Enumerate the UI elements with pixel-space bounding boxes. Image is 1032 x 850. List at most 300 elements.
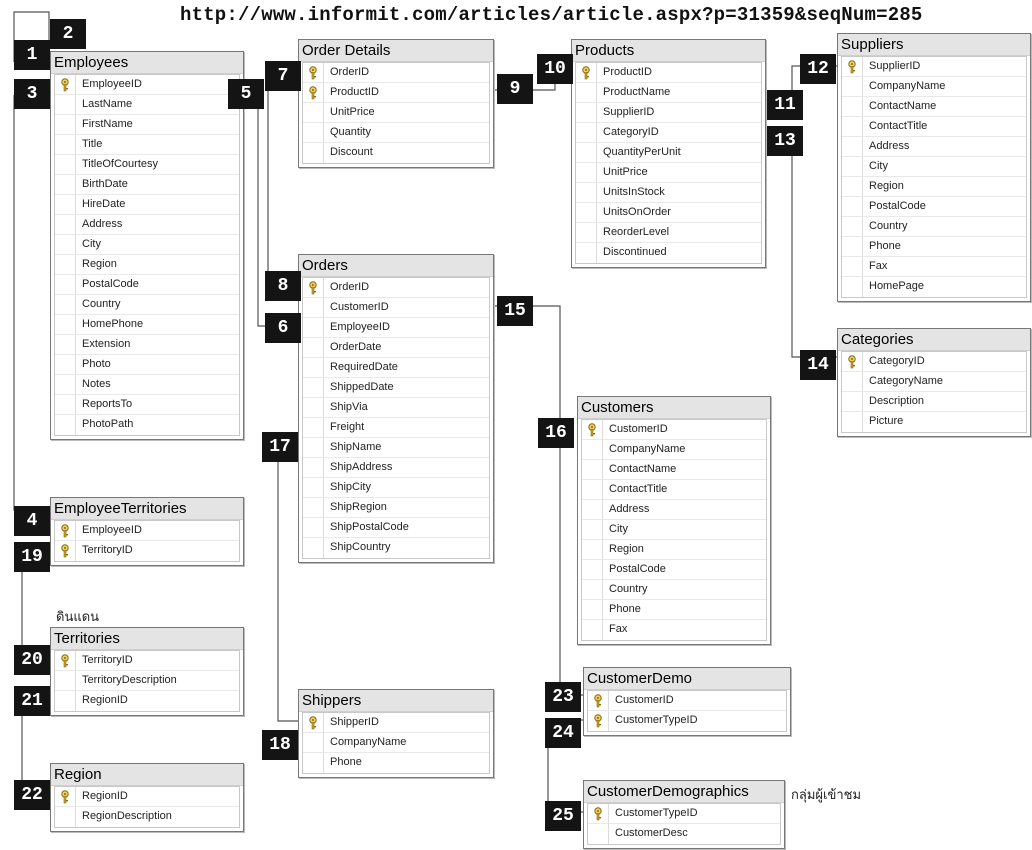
note-customer-demographics: กลุ่มผู้เข้าชม <box>791 788 862 803</box>
badge-6: 6 <box>265 313 301 343</box>
row-selector <box>55 255 76 274</box>
row-selector <box>55 155 76 174</box>
badge-19: 19 <box>14 542 50 572</box>
field-row[interactable] <box>842 257 1026 277</box>
primary-key-icon <box>55 75 76 94</box>
table-title: Orders <box>299 255 493 277</box>
field-name: CategoryName <box>869 375 943 387</box>
field-name: City <box>82 238 101 250</box>
field-list <box>575 62 762 264</box>
field-name: UnitPrice <box>603 166 648 178</box>
field-row[interactable] <box>842 412 1026 432</box>
field-name: ReportsTo <box>82 398 133 410</box>
row-selector <box>588 824 609 844</box>
badge-2: 2 <box>50 19 86 49</box>
row-selector <box>303 358 324 377</box>
field-name: ProductName <box>603 86 671 98</box>
row-selector <box>303 123 324 142</box>
primary-key-icon <box>55 541 76 561</box>
field-row[interactable] <box>588 691 786 711</box>
row-selector <box>303 298 324 317</box>
table-title: Products <box>572 40 765 62</box>
field-name: Title <box>82 138 103 150</box>
field-row[interactable] <box>576 183 761 203</box>
field-row[interactable] <box>582 460 766 480</box>
table-categories[interactable] <box>837 328 1031 437</box>
badge-4: 4 <box>14 506 50 536</box>
field-name: EmployeeID <box>330 321 390 333</box>
field-name: BirthDate <box>82 178 128 190</box>
row-selector <box>303 318 324 337</box>
field-row[interactable] <box>55 415 239 435</box>
field-name: Freight <box>330 421 365 433</box>
field-row[interactable] <box>582 580 766 600</box>
field-name: TerritoryDescription <box>82 674 177 686</box>
field-row[interactable] <box>582 600 766 620</box>
field-name: EmployeeID <box>82 78 142 90</box>
row-selector <box>55 235 76 254</box>
table-title: Region <box>51 764 243 786</box>
field-name: ShipRegion <box>330 501 387 513</box>
field-name: CustomerID <box>609 423 668 435</box>
note-territories: ดินแดน <box>56 610 100 625</box>
row-selector <box>582 440 603 459</box>
field-row[interactable] <box>55 691 239 711</box>
field-row[interactable] <box>303 378 489 398</box>
field-name: ShipAddress <box>330 461 393 473</box>
badge-20: 20 <box>14 645 50 675</box>
field-list <box>581 419 767 641</box>
field-name: CompanyName <box>869 80 946 92</box>
field-row[interactable] <box>303 298 489 318</box>
badge-15: 15 <box>497 296 533 326</box>
field-row[interactable] <box>842 237 1026 257</box>
field-name: OrderID <box>330 281 370 293</box>
field-name: PostalCode <box>609 563 666 575</box>
badge-12: 12 <box>800 54 836 84</box>
field-row[interactable] <box>576 63 761 83</box>
field-row[interactable] <box>582 620 766 640</box>
badge-9: 9 <box>497 74 533 104</box>
row-selector <box>842 197 863 216</box>
field-name: ReorderLevel <box>603 226 670 238</box>
field-row[interactable] <box>582 540 766 560</box>
field-row[interactable] <box>576 143 761 163</box>
table-order-details[interactable] <box>298 39 494 168</box>
row-selector <box>303 103 324 122</box>
field-name: SupplierID <box>869 60 921 72</box>
row-selector <box>55 95 76 114</box>
row-selector <box>576 123 597 142</box>
primary-key-icon <box>303 713 324 732</box>
field-name: City <box>869 160 888 172</box>
field-row[interactable] <box>303 418 489 438</box>
field-name: FirstName <box>82 118 133 130</box>
row-selector <box>55 275 76 294</box>
field-name: Region <box>609 543 644 555</box>
primary-key-icon <box>588 804 609 823</box>
field-row[interactable] <box>842 217 1026 237</box>
table-orders[interactable] <box>298 254 494 563</box>
field-row[interactable] <box>55 135 239 155</box>
row-selector <box>576 223 597 242</box>
field-row[interactable] <box>55 335 239 355</box>
badge-5: 5 <box>228 79 264 109</box>
row-selector <box>582 460 603 479</box>
row-selector <box>55 415 76 435</box>
row-selector <box>55 215 76 234</box>
row-selector <box>303 733 324 752</box>
field-row[interactable] <box>303 458 489 478</box>
field-name: Discontinued <box>603 246 667 258</box>
field-name: Region <box>82 258 117 270</box>
field-name: Quantity <box>330 126 371 138</box>
table-suppliers[interactable] <box>837 33 1031 302</box>
field-name: PostalCode <box>82 278 139 290</box>
url-text: http://www.informit.com/articles/article.aspx?p=31359&seqNum=285 <box>180 4 923 26</box>
row-selector <box>303 143 324 163</box>
field-name: HomePage <box>869 280 925 292</box>
row-selector <box>55 691 76 711</box>
field-name: TerritoryID <box>82 544 133 556</box>
field-name: Phone <box>330 756 362 768</box>
table-employees[interactable] <box>50 51 244 440</box>
field-row[interactable] <box>842 157 1026 177</box>
row-selector <box>55 115 76 134</box>
row-selector <box>303 518 324 537</box>
field-row[interactable] <box>303 278 489 298</box>
field-row[interactable] <box>303 123 489 143</box>
row-selector <box>576 203 597 222</box>
row-selector <box>582 620 603 640</box>
field-row[interactable] <box>55 255 239 275</box>
field-row[interactable] <box>842 137 1026 157</box>
field-list <box>302 712 490 774</box>
field-row[interactable] <box>576 83 761 103</box>
row-selector <box>842 392 863 411</box>
field-name: ShipCountry <box>330 541 391 553</box>
row-selector <box>303 378 324 397</box>
table-title: CustomerDemographics <box>584 781 784 803</box>
row-selector <box>576 243 597 263</box>
row-selector <box>582 580 603 599</box>
row-selector <box>842 77 863 96</box>
field-row[interactable] <box>55 395 239 415</box>
rel-orders-orderdetails <box>268 70 298 285</box>
row-selector <box>303 418 324 437</box>
field-name: HireDate <box>82 198 126 210</box>
badge-24: 24 <box>545 718 581 748</box>
field-row[interactable] <box>582 420 766 440</box>
row-selector <box>582 540 603 559</box>
row-selector <box>582 520 603 539</box>
field-row[interactable] <box>842 57 1026 77</box>
field-row[interactable] <box>576 203 761 223</box>
rel-orders-shippers <box>278 445 298 721</box>
field-row[interactable] <box>55 235 239 255</box>
field-name: Discount <box>330 146 373 158</box>
field-row[interactable] <box>303 518 489 538</box>
row-selector <box>303 438 324 457</box>
field-name: Description <box>869 395 925 407</box>
row-selector <box>303 398 324 417</box>
field-row[interactable] <box>55 807 239 827</box>
field-row[interactable] <box>303 83 489 103</box>
field-row[interactable] <box>582 480 766 500</box>
row-selector <box>842 412 863 432</box>
row-selector <box>55 175 76 194</box>
badge-11: 11 <box>767 90 803 120</box>
field-row[interactable] <box>55 651 239 671</box>
field-row[interactable] <box>576 123 761 143</box>
primary-key-icon <box>55 651 76 670</box>
field-list <box>587 690 787 732</box>
field-name: Extension <box>82 338 131 350</box>
field-list <box>54 74 240 436</box>
field-row[interactable] <box>55 315 239 335</box>
row-selector <box>55 295 76 314</box>
field-name: Address <box>82 218 123 230</box>
field-row[interactable] <box>842 117 1026 137</box>
row-selector <box>842 157 863 176</box>
field-name: UnitsOnOrder <box>603 206 671 218</box>
field-row[interactable] <box>55 175 239 195</box>
row-selector <box>55 195 76 214</box>
field-name: Fax <box>609 623 628 635</box>
field-name: CustomerTypeID <box>615 714 698 726</box>
primary-key-icon <box>303 83 324 102</box>
row-selector <box>576 83 597 102</box>
field-name: ShipCity <box>330 481 371 493</box>
field-name: ContactTitle <box>609 483 668 495</box>
field-row[interactable] <box>842 97 1026 117</box>
table-title: Employees <box>51 52 243 74</box>
field-row[interactable] <box>303 63 489 83</box>
field-name: Country <box>869 220 908 232</box>
field-name: Photo <box>82 358 111 370</box>
field-row[interactable] <box>582 560 766 580</box>
field-name: ShipName <box>330 441 382 453</box>
table-title: Categories <box>838 329 1030 351</box>
table-title: Suppliers <box>838 34 1030 56</box>
row-selector <box>303 538 324 558</box>
field-name: Notes <box>82 378 111 390</box>
table-territories[interactable] <box>50 627 244 716</box>
field-row[interactable] <box>842 177 1026 197</box>
row-selector <box>303 753 324 773</box>
field-name: TitleOfCourtesy <box>82 158 159 170</box>
field-row[interactable] <box>55 95 239 115</box>
badge-17: 17 <box>262 432 298 462</box>
row-selector <box>576 103 597 122</box>
table-title: Shippers <box>299 690 493 712</box>
field-row[interactable] <box>303 538 489 558</box>
field-row[interactable] <box>303 103 489 123</box>
field-row[interactable] <box>303 438 489 458</box>
field-name: EmployeeID <box>82 524 142 536</box>
field-row[interactable] <box>842 352 1026 372</box>
field-row[interactable] <box>55 671 239 691</box>
field-name: UnitPrice <box>330 106 375 118</box>
field-row[interactable] <box>55 275 239 295</box>
field-row[interactable] <box>842 372 1026 392</box>
field-name: RequiredDate <box>330 361 398 373</box>
field-row[interactable] <box>303 478 489 498</box>
field-name: OrderDate <box>330 341 382 353</box>
table-shippers[interactable] <box>298 689 494 778</box>
field-name: ProductID <box>330 86 379 98</box>
field-list <box>54 786 240 828</box>
field-row[interactable] <box>303 143 489 163</box>
field-row[interactable] <box>576 103 761 123</box>
field-name: PostalCode <box>869 200 926 212</box>
field-name: CompanyName <box>609 443 686 455</box>
row-selector <box>842 97 863 116</box>
field-name: Address <box>609 503 650 515</box>
badge-14: 14 <box>800 350 836 380</box>
field-name: Address <box>869 140 910 152</box>
field-name: SupplierID <box>603 106 655 118</box>
field-name: CustomerID <box>330 301 389 313</box>
field-name: ContactName <box>609 463 677 475</box>
badge-22: 22 <box>14 780 50 810</box>
row-selector <box>576 143 597 162</box>
row-selector <box>303 338 324 357</box>
field-row[interactable] <box>55 787 239 807</box>
badge-16: 16 <box>538 418 574 448</box>
field-row[interactable] <box>55 75 239 95</box>
badge-1: 1 <box>14 40 50 70</box>
field-name: TerritoryID <box>82 654 133 666</box>
field-row[interactable] <box>303 713 489 733</box>
field-row[interactable] <box>55 355 239 375</box>
field-name: PhotoPath <box>82 418 134 430</box>
table-customer-demo[interactable] <box>583 667 791 736</box>
field-row[interactable] <box>55 155 239 175</box>
field-row[interactable] <box>576 163 761 183</box>
field-row[interactable] <box>303 358 489 378</box>
field-name: CategoryID <box>869 355 925 367</box>
field-name: Fax <box>869 260 888 272</box>
table-customer-demographics[interactable] <box>583 780 785 849</box>
field-row[interactable] <box>842 277 1026 297</box>
field-row[interactable] <box>55 195 239 215</box>
field-row[interactable] <box>55 115 239 135</box>
row-selector <box>842 277 863 297</box>
field-name: RegionID <box>82 790 128 802</box>
badge-21: 21 <box>14 686 50 716</box>
field-row[interactable] <box>303 733 489 753</box>
table-region[interactable] <box>50 763 244 832</box>
primary-key-icon <box>842 57 863 76</box>
row-selector <box>842 177 863 196</box>
field-row[interactable] <box>303 753 489 773</box>
field-name: ProductID <box>603 66 652 78</box>
field-name: CustomerDesc <box>615 827 688 839</box>
row-selector <box>842 372 863 391</box>
field-row[interactable] <box>55 295 239 315</box>
field-row[interactable] <box>55 215 239 235</box>
field-row[interactable] <box>55 521 239 541</box>
table-customers[interactable] <box>577 396 771 645</box>
field-list <box>587 803 781 845</box>
field-row[interactable] <box>303 338 489 358</box>
field-row[interactable] <box>588 824 780 844</box>
row-selector <box>55 355 76 374</box>
rel-orders-customers <box>493 306 583 695</box>
field-name: UnitsInStock <box>603 186 665 198</box>
field-row[interactable] <box>582 440 766 460</box>
field-row[interactable] <box>303 498 489 518</box>
badge-3: 3 <box>14 79 50 109</box>
row-selector <box>55 395 76 414</box>
field-row[interactable] <box>303 398 489 418</box>
field-name: ShippedDate <box>330 381 394 393</box>
table-title: Territories <box>51 628 243 650</box>
badge-23: 23 <box>545 682 581 712</box>
primary-key-icon <box>582 420 603 439</box>
field-name: ShipVia <box>330 401 368 413</box>
primary-key-icon <box>588 711 609 731</box>
field-row[interactable] <box>588 804 780 824</box>
rel-employees-employeeterritories <box>14 95 50 510</box>
field-row[interactable] <box>582 500 766 520</box>
field-row[interactable] <box>303 318 489 338</box>
row-selector <box>303 458 324 477</box>
primary-key-icon <box>588 691 609 710</box>
table-employee-territories[interactable] <box>50 497 244 566</box>
field-row[interactable] <box>55 541 239 561</box>
field-name: CategoryID <box>603 126 659 138</box>
field-row[interactable] <box>588 711 786 731</box>
field-row[interactable] <box>576 243 761 263</box>
field-list <box>302 277 490 559</box>
field-name: ShipperID <box>330 716 379 728</box>
field-name: CustomerID <box>615 694 674 706</box>
field-name: Phone <box>609 603 641 615</box>
field-name: Country <box>609 583 648 595</box>
field-name: Country <box>82 298 121 310</box>
field-list <box>841 351 1027 433</box>
field-name: RegionDescription <box>82 810 172 822</box>
row-selector <box>582 560 603 579</box>
field-name: CustomerTypeID <box>615 807 698 819</box>
field-name: HomePhone <box>82 318 144 330</box>
rel-products-categories <box>765 130 838 357</box>
field-name: OrderID <box>330 66 370 78</box>
field-name: QuantityPerUnit <box>603 146 681 158</box>
row-selector <box>582 500 603 519</box>
field-row[interactable] <box>55 375 239 395</box>
row-selector <box>303 498 324 517</box>
field-row[interactable] <box>842 392 1026 412</box>
row-selector <box>55 135 76 154</box>
table-title: EmployeeTerritories <box>51 498 243 520</box>
badge-10: 10 <box>537 54 573 84</box>
field-row[interactable] <box>576 223 761 243</box>
field-name: LastName <box>82 98 133 110</box>
field-row[interactable] <box>842 197 1026 217</box>
primary-key-icon <box>842 352 863 371</box>
field-row[interactable] <box>582 520 766 540</box>
primary-key-icon <box>55 787 76 806</box>
table-products[interactable] <box>571 39 766 268</box>
table-title: CustomerDemo <box>584 668 790 690</box>
row-selector <box>582 480 603 499</box>
row-selector <box>576 163 597 182</box>
primary-key-icon <box>303 63 324 82</box>
field-row[interactable] <box>842 77 1026 97</box>
